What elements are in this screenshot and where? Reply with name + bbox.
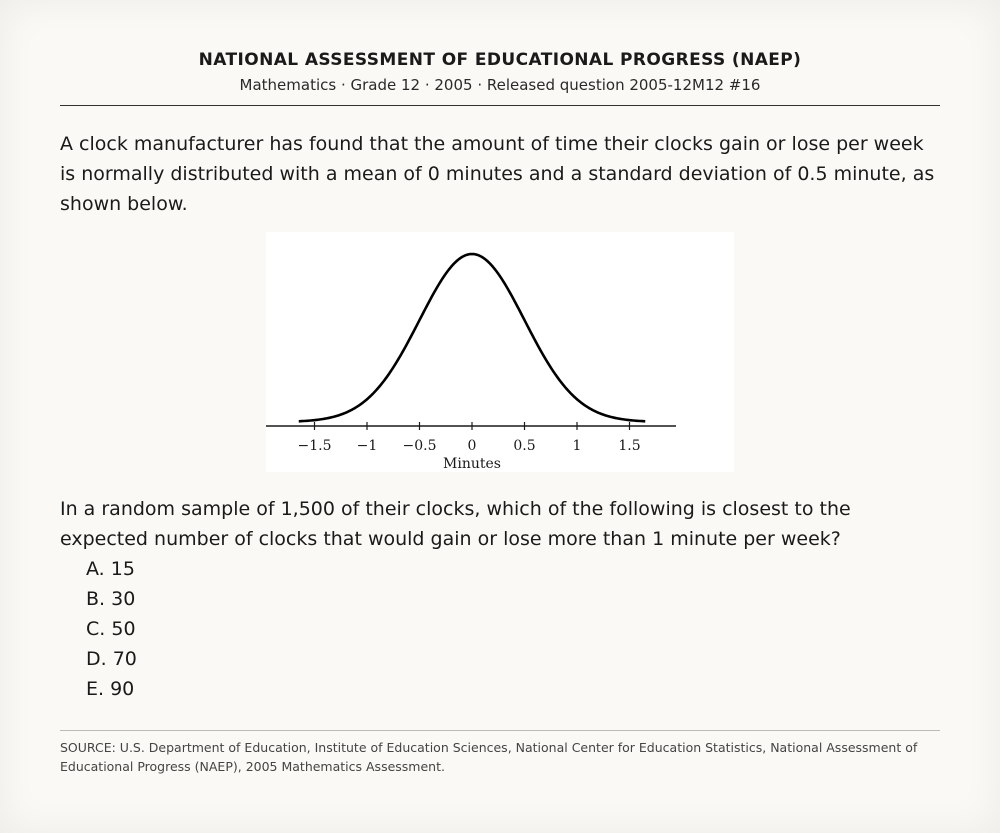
choice-d[interactable]	[86, 644, 137, 674]
x-tick-label: −0.5	[402, 438, 437, 454]
header	[60, 48, 940, 97]
choice-letter: A.	[86, 558, 105, 580]
x-axis-title: Minutes	[443, 456, 501, 472]
choice-c[interactable]	[86, 614, 137, 644]
question-stem: A clock manufacturer has found that the amount of time their clocks gain or lose per week is normally distributed with a mean of 0 minutes and a standard deviation of 0.5 minute, as shown below.	[60, 133, 935, 215]
footer-divider	[60, 730, 940, 731]
choice-text: 50	[111, 618, 136, 640]
choice-e[interactable]	[86, 674, 137, 704]
page-title: NATIONAL ASSESSMENT OF EDUCATIONAL PROGRESS (NAEP)	[198, 50, 802, 70]
x-tick-label: 1.5	[618, 438, 641, 454]
x-tick-label: −1	[356, 438, 378, 454]
choice-text: 15	[110, 558, 135, 580]
choice-a[interactable]	[86, 554, 137, 584]
choice-text: 70	[112, 648, 137, 670]
x-tick-label: 1	[572, 438, 582, 454]
choice-letter: D.	[86, 648, 107, 670]
x-tick-label: 0	[467, 438, 477, 454]
source-note: SOURCE: U.S. Department of Education, Institute of Education Sciences, National Center for Education Statistics, National Assessment of Educational Progress (NAEP), 2005 Mathematics Assessment.	[60, 740, 918, 774]
question-prompt: In a random sample of 1,500 of their clocks, which of the following is closest to the expected number of clocks that would gain or lose more than 1 minute per week?	[60, 498, 851, 550]
page-subtitle: Mathematics · Grade 12 · 2005 · Released question 2005-12M12 #16	[239, 76, 761, 94]
answer-choices	[86, 554, 137, 704]
choice-text: 90	[110, 678, 135, 700]
choice-b[interactable]	[86, 584, 137, 614]
normal-distribution-figure	[266, 232, 734, 472]
choice-letter: E.	[86, 678, 105, 700]
choice-text: 30	[111, 588, 136, 610]
normal-curve-chart	[266, 232, 734, 472]
x-tick-label: 0.5	[513, 438, 536, 454]
choice-letter: B.	[86, 588, 106, 610]
normal-curve	[299, 254, 646, 421]
x-axis-ticks	[298, 422, 641, 454]
header-divider	[60, 105, 940, 106]
x-tick-label: −1.5	[297, 438, 332, 454]
choice-letter: C.	[86, 618, 106, 640]
